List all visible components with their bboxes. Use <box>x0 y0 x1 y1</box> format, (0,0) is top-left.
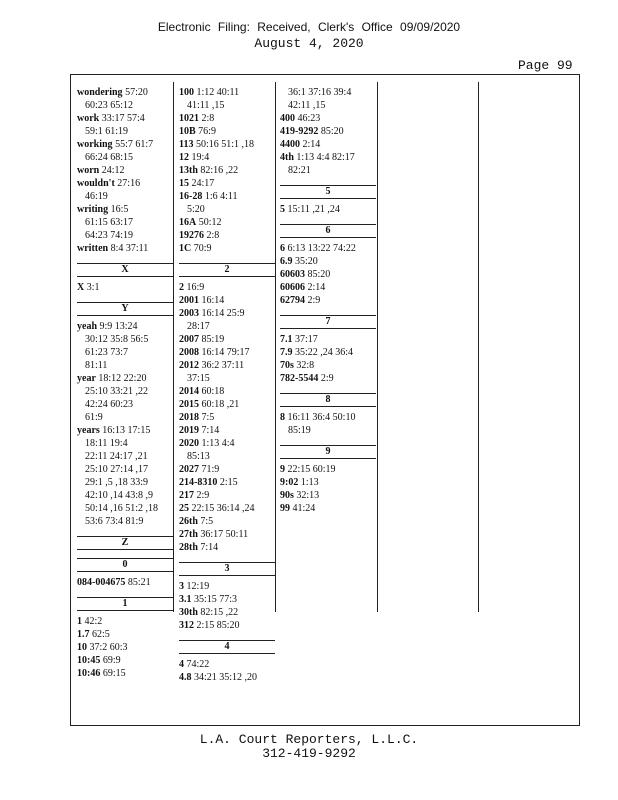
index-word: 27th <box>179 529 198 540</box>
page-line-refs: 24:12 <box>101 165 125 176</box>
index-word: 214-8310 <box>179 477 218 488</box>
section-header: 2 <box>179 263 275 277</box>
index-section <box>280 445 376 515</box>
page-line-refs: 7:5 <box>200 516 214 527</box>
index-entry <box>280 463 376 476</box>
page-line-refs: 57:20 <box>125 87 148 98</box>
section-header: 8 <box>280 393 376 407</box>
index-word: 15 <box>179 178 189 189</box>
index-word: 1 <box>77 616 82 627</box>
page-line-refs: 7:14 <box>201 425 220 436</box>
page-line-refs: 6:13 13:22 74:22 <box>287 243 356 254</box>
index-word: yeah <box>77 321 97 332</box>
column-divider <box>275 82 276 612</box>
index-entry <box>179 476 275 489</box>
index-section <box>77 86 173 255</box>
index-section <box>179 640 275 684</box>
index-entry <box>179 593 275 606</box>
index-word: 10:46 <box>77 668 101 679</box>
page-line-refs: 22:15 36:14 ,24 <box>191 503 255 514</box>
page-line-refs: 18:12 22:20 <box>98 373 147 384</box>
index-word: 100 <box>179 87 194 98</box>
index-word: wouldn't <box>77 178 115 189</box>
index-entry <box>179 177 275 190</box>
page-line-refs: 85:13 <box>187 451 210 462</box>
index-entry <box>179 541 275 554</box>
index-entry <box>179 658 275 671</box>
page-line-refs: 28:17 <box>187 321 210 332</box>
page-line-refs: 76:9 <box>198 126 216 137</box>
index-entry <box>280 359 376 372</box>
page-line-refs: 9:9 13:24 <box>99 321 138 332</box>
index-entry <box>280 372 376 385</box>
page-line-refs: 37:17 <box>295 334 318 345</box>
index-word: year <box>77 373 96 384</box>
column-divider <box>377 82 378 612</box>
index-word: 2015 <box>179 399 199 410</box>
page-line-refs: 1:13 4:4 <box>201 438 235 449</box>
page-number: Page 99 <box>518 58 573 73</box>
page-line-refs: 74:22 <box>186 659 210 670</box>
index-word: 2019 <box>179 425 199 436</box>
index-entry <box>280 112 376 125</box>
index-word: 2018 <box>179 412 199 423</box>
page-line-refs: 1:12 40:11 <box>196 87 240 98</box>
reporter-company: L.A. Court Reporters, L.L.C. <box>199 732 419 747</box>
index-word: 1.7 <box>77 629 90 640</box>
index-entry <box>179 294 275 307</box>
index-entry <box>280 242 376 255</box>
page-line-refs: 41:24 <box>292 503 316 514</box>
index-entry <box>179 307 275 333</box>
page-line-refs: 82:16 ,22 <box>200 165 239 176</box>
index-entry <box>77 576 173 589</box>
section-header: 0 <box>77 558 173 572</box>
index-section <box>280 315 376 385</box>
index-entry <box>280 333 376 346</box>
page-line-refs: 25:10 33:21 ,22 <box>85 386 149 397</box>
page-line-refs: 2:8 <box>206 230 220 241</box>
index-section <box>77 263 173 294</box>
index-entry <box>179 138 275 151</box>
page-line-refs: 71:9 <box>201 464 220 475</box>
index-entry <box>179 86 275 112</box>
index-word: working <box>77 139 113 150</box>
index-word: 2 <box>179 282 184 293</box>
index-entry <box>179 580 275 593</box>
page-line-refs: 85:20 <box>320 126 344 137</box>
page-line-refs: 16:5 <box>110 204 129 215</box>
page-line-refs: 35:20 <box>295 256 318 267</box>
page-line-refs: 27:16 <box>117 178 141 189</box>
page-line-refs: 16:9 <box>186 282 205 293</box>
index-entry <box>280 489 376 502</box>
index-entry <box>179 411 275 424</box>
page-line-refs: 42:11 ,15 <box>288 100 326 111</box>
transcript-date: August 4, 2020 <box>254 36 364 51</box>
index-entry <box>179 606 275 619</box>
page-line-refs: 60:23 65:12 <box>85 100 134 111</box>
page-line-refs: 42:2 <box>84 616 103 627</box>
page-line-refs: 46:19 <box>85 191 108 202</box>
index-entry <box>280 268 376 281</box>
index-entry <box>280 138 376 151</box>
index-word: 4.8 <box>179 672 192 683</box>
index-word: 400 <box>280 113 295 124</box>
section-header: 9 <box>280 445 376 459</box>
page-line-refs: 16:13 17:15 <box>102 425 151 436</box>
index-word: 2001 <box>179 295 199 306</box>
index-entry <box>77 138 173 164</box>
index-entry <box>77 641 173 654</box>
index-entry <box>77 615 173 628</box>
index-entry <box>280 86 376 112</box>
index-word: 10:45 <box>77 655 101 666</box>
index-entry <box>179 619 275 632</box>
index-word: 113 <box>179 139 194 150</box>
index-entry <box>77 86 173 112</box>
index-section <box>280 185 376 216</box>
page-line-refs: 55:7 61:7 <box>115 139 154 150</box>
page-line-refs: 53:6 73:4 81:9 <box>85 516 144 527</box>
index-word: 3 <box>179 581 184 592</box>
page-line-refs: 81:11 <box>85 360 108 371</box>
index-entry <box>179 112 275 125</box>
index-section <box>280 393 376 437</box>
index-word: work <box>77 113 100 124</box>
section-header: 4 <box>179 640 275 654</box>
page-line-refs: 25:10 27:14 ,17 <box>85 464 149 475</box>
index-entry <box>179 437 275 463</box>
index-word: 10 <box>77 642 87 653</box>
index-section <box>77 302 173 528</box>
index-word: 2003 <box>179 308 199 319</box>
index-word: 62794 <box>280 295 305 306</box>
page-line-refs: 16:14 25:9 <box>201 308 245 319</box>
index-entry <box>77 320 173 372</box>
index-word: X <box>77 282 85 293</box>
index-entry <box>280 281 376 294</box>
page-line-refs: 61:23 73:7 <box>85 347 129 358</box>
page-line-refs: 37:2 60:3 <box>89 642 128 653</box>
index-entry <box>179 398 275 411</box>
index-entry <box>77 628 173 641</box>
index-entry <box>280 125 376 138</box>
index-word: 60606 <box>280 282 305 293</box>
section-header: 1 <box>77 597 173 611</box>
page-line-refs: 2:14 <box>302 139 321 150</box>
page-line-refs: 85:19 <box>288 425 311 436</box>
index-section <box>77 558 173 589</box>
page-line-refs: 62:5 <box>92 629 110 640</box>
page-line-refs: 70:9 <box>193 243 212 254</box>
index-entry <box>280 476 376 489</box>
index-entry <box>280 346 376 359</box>
page-line-refs: 66:24 68:15 <box>85 152 134 163</box>
page-line-refs: 85:19 <box>201 334 225 345</box>
index-word: 60603 <box>280 269 305 280</box>
index-word: worn <box>77 165 100 176</box>
index-word: 70s <box>280 360 294 371</box>
page-line-refs: 2:15 <box>219 477 238 488</box>
page-line-refs: 42:24 60:23 <box>85 399 134 410</box>
index-column-2 <box>179 86 275 684</box>
page-line-refs: 60:18 <box>201 386 225 397</box>
index-entry <box>179 502 275 515</box>
column-divider <box>173 82 174 612</box>
index-entry <box>77 424 173 528</box>
index-section <box>179 86 275 255</box>
page-line-refs: 61:9 <box>85 412 103 423</box>
page-line-refs: 16:14 79:17 <box>201 347 250 358</box>
index-word: years <box>77 425 100 436</box>
page-line-refs: 59:1 61:19 <box>85 126 129 137</box>
index-word: 16A <box>179 217 197 228</box>
page-line-refs: 8:4 37:11 <box>110 243 149 254</box>
index-word: 13th <box>179 165 198 176</box>
section-header: X <box>77 263 173 277</box>
page-line-refs: 50:12 <box>198 217 222 228</box>
page-line-refs: 1:13 <box>300 477 319 488</box>
index-word: written <box>77 243 109 254</box>
page-line-refs: 1:6 4:11 <box>204 191 238 202</box>
index-entry <box>179 671 275 684</box>
index-entry <box>77 242 173 255</box>
section-header: 6 <box>280 224 376 238</box>
index-entry <box>179 346 275 359</box>
page-line-refs: 46:23 <box>297 113 321 124</box>
page-line-refs: 2:9 <box>307 295 321 306</box>
index-word: 419-9292 <box>280 126 319 137</box>
page-line-refs: 2:8 <box>201 113 215 124</box>
index-entry <box>280 203 376 216</box>
page-line-refs: 12:19 <box>186 581 210 592</box>
index-column-3 <box>280 86 376 515</box>
index-word: 4th <box>280 152 294 163</box>
index-word: 2020 <box>179 438 199 449</box>
index-entry <box>77 654 173 667</box>
page-line-refs: 36:1 37:16 39:4 <box>288 87 352 98</box>
page-line-refs: 32:13 <box>296 490 320 501</box>
index-section <box>77 536 173 550</box>
page-line-refs: 82:21 <box>288 165 311 176</box>
index-word: 12 <box>179 152 189 163</box>
page-line-refs: 29:1 ,5 ,18 33:9 <box>85 477 149 488</box>
page-line-refs: 3:1 <box>86 282 100 293</box>
index-word: 25 <box>179 503 189 514</box>
index-entry <box>179 190 275 216</box>
index-entry <box>179 333 275 346</box>
index-word: 782-5544 <box>280 373 319 384</box>
index-word: 7.9 <box>280 347 293 358</box>
index-word: 2007 <box>179 334 199 345</box>
index-entry <box>179 242 275 255</box>
index-entry <box>77 177 173 203</box>
index-word: 2008 <box>179 347 199 358</box>
page-line-refs: 61:15 63:17 <box>85 217 134 228</box>
page-line-refs: 85:20 <box>307 269 331 280</box>
page-line-refs: 1:13 4:4 82:17 <box>296 152 355 163</box>
page-line-refs: 15:11 ,21 ,24 <box>287 204 340 215</box>
filing-stamp: Electronic Filing: Received, Clerk's Office 09/09/2020 <box>157 20 461 34</box>
page-line-refs: 35:15 77:3 <box>194 594 238 605</box>
index-word: 26th <box>179 516 198 527</box>
index-section <box>280 224 376 307</box>
reporter-phone: 312-419-9292 <box>262 746 356 761</box>
index-word: 19276 <box>179 230 204 241</box>
page-line-refs: 41:11 ,15 <box>187 100 225 111</box>
index-entry <box>280 151 376 177</box>
index-entry <box>280 502 376 515</box>
index-column-1 <box>77 86 173 680</box>
index-section <box>179 562 275 632</box>
index-word: 4400 <box>280 139 300 150</box>
index-word: 6.9 <box>280 256 293 267</box>
index-entry <box>179 424 275 437</box>
index-word: 1C <box>179 243 192 254</box>
section-header: Y <box>77 302 173 316</box>
page-line-refs: 85:21 <box>127 577 151 588</box>
page-line-refs: 2:14 <box>307 282 326 293</box>
index-entry <box>179 281 275 294</box>
index-word: 6 <box>280 243 285 254</box>
page-line-refs: 42:10 ,14 43:8 ,9 <box>85 490 154 501</box>
section-header: Z <box>77 536 173 550</box>
index-word: 217 <box>179 490 194 501</box>
index-word: 30th <box>179 607 198 618</box>
column-divider <box>478 82 479 612</box>
index-entry <box>179 125 275 138</box>
section-header: 3 <box>179 562 275 576</box>
index-word: 2027 <box>179 464 199 475</box>
index-entry <box>179 515 275 528</box>
index-entry <box>77 281 173 294</box>
page-line-refs: 50:14 ,16 51:2 ,18 <box>85 503 159 514</box>
index-entry <box>179 385 275 398</box>
index-word: 3.1 <box>179 594 192 605</box>
page-line-refs: 7:14 <box>200 542 219 553</box>
page-line-refs: 2:9 <box>196 490 210 501</box>
index-entry <box>77 164 173 177</box>
index-entry <box>77 667 173 680</box>
page-line-refs: 82:15 ,22 <box>200 607 239 618</box>
index-entry <box>179 229 275 242</box>
index-entry <box>179 528 275 541</box>
index-section <box>77 597 173 680</box>
page-line-refs: 7:5 <box>201 412 215 423</box>
index-entry <box>179 151 275 164</box>
page-line-refs: 64:23 74:19 <box>85 230 134 241</box>
page-line-refs: 16:14 <box>201 295 225 306</box>
index-section <box>280 86 376 177</box>
index-word: 5 <box>280 204 285 215</box>
index-word: 99 <box>280 503 290 514</box>
index-entry <box>77 112 173 138</box>
index-word: 90s <box>280 490 294 501</box>
index-word: 16-28 <box>179 191 203 202</box>
index-entry <box>280 255 376 268</box>
page-line-refs: 36:17 50:11 <box>200 529 249 540</box>
index-entry <box>77 203 173 242</box>
page-line-refs: 36:2 37:11 <box>201 360 245 371</box>
page-line-refs: 33:17 57:4 <box>101 113 145 124</box>
index-word: 28th <box>179 542 198 553</box>
index-word: 312 <box>179 620 194 631</box>
page-line-refs: 69:9 <box>102 655 121 666</box>
page-line-refs: 5:20 <box>187 204 205 215</box>
page-line-refs: 50:16 51:1 ,18 <box>195 139 255 150</box>
index-word: 2014 <box>179 386 199 397</box>
page-line-refs: 2:15 85:20 <box>196 620 240 631</box>
page-line-refs: 30:12 35:8 56:5 <box>85 334 149 345</box>
index-word: 9:02 <box>280 477 299 488</box>
page-line-refs: 37:15 <box>187 373 210 384</box>
index-word: 2012 <box>179 360 199 371</box>
page-line-refs: 24:17 <box>191 178 215 189</box>
index-entry <box>77 372 173 424</box>
index-word: writing <box>77 204 109 215</box>
index-word: 1021 <box>179 113 199 124</box>
index-word: 10B <box>179 126 196 137</box>
index-entry <box>280 411 376 437</box>
index-word: wondering <box>77 87 123 98</box>
page-line-refs: 19:4 <box>191 152 210 163</box>
index-entry <box>179 463 275 476</box>
page-line-refs: 34:21 35:12 ,20 <box>194 672 258 683</box>
section-header: 7 <box>280 315 376 329</box>
index-entry <box>179 489 275 502</box>
page-line-refs: 16:11 36:4 50:10 <box>287 412 356 423</box>
page-line-refs: 60:18 ,21 <box>201 399 240 410</box>
page-line-refs: 35:22 ,24 36:4 <box>295 347 354 358</box>
page-line-refs: 18:11 19:4 <box>85 438 128 449</box>
index-word: 7.1 <box>280 334 293 345</box>
index-entry <box>280 294 376 307</box>
index-section <box>179 263 275 554</box>
page-line-refs: 32:8 <box>296 360 315 371</box>
index-word: 9 <box>280 464 285 475</box>
index-word: 084-004675 <box>77 577 126 588</box>
index-entry <box>179 164 275 177</box>
page-line-refs: 22:15 60:19 <box>287 464 336 475</box>
page-line-refs: 22:11 24:17 ,21 <box>85 451 148 462</box>
index-word: 4 <box>179 659 184 670</box>
page-line-refs: 69:15 <box>102 668 126 679</box>
page-line-refs: 2:9 <box>320 373 334 384</box>
index-entry <box>179 216 275 229</box>
section-header: 5 <box>280 185 376 199</box>
index-entry <box>179 359 275 385</box>
index-word: 8 <box>280 412 285 423</box>
